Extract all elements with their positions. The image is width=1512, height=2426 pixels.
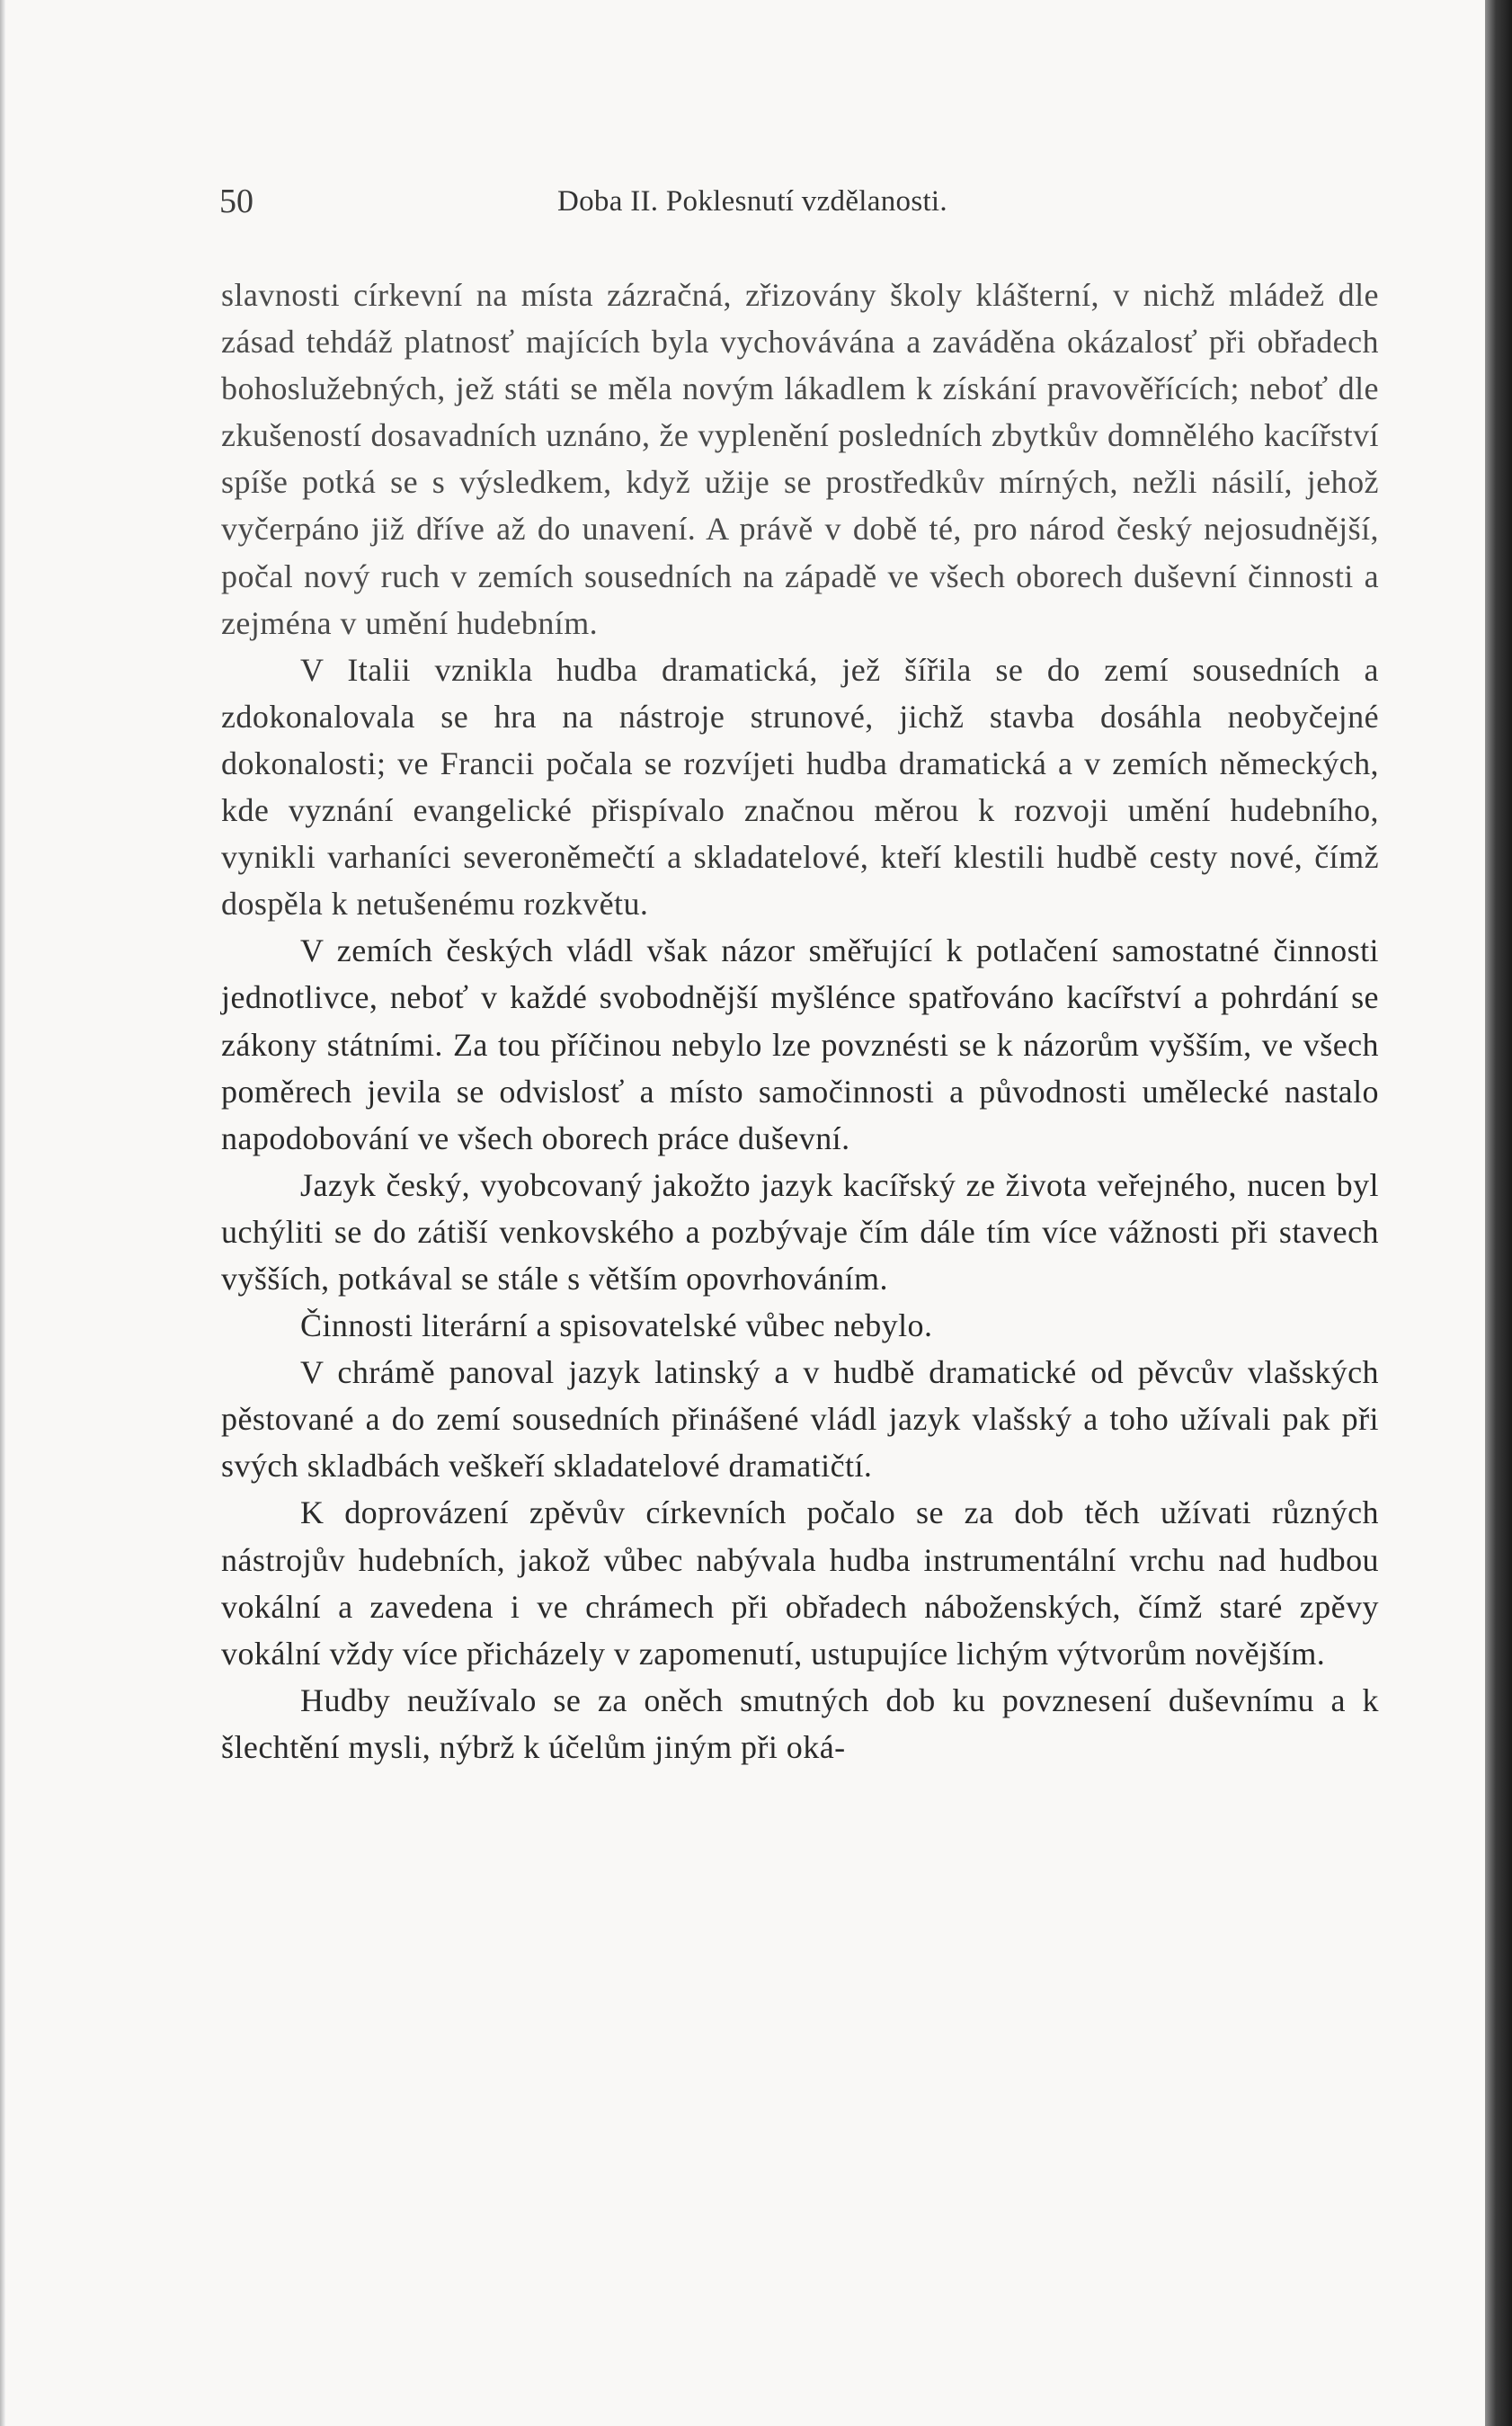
running-head: Doba II. Poklesnutí vzdělanosti. xyxy=(557,185,947,218)
paragraph-2: V Italii vznikla hudba dramatická, jež šířila se do zemí sousedních a zdokonalovala se hra na nástroje strunové, jichž stavba dosáhla neobyčejné dokonalosti; ve Francii počala se rozvíjeti hudba dramatická a v zemích německých, kde vyznání evangelické přispívalo značnou měrou k rozvoji umění hudebního, vynikli varhaníci severoněmečtí a skladatelové, kteří klestili hudbě cesty nové, čímž dospěla k netušenému rozkvětu. xyxy=(221,651,1379,923)
paragraph-4: Jazyk český, vyobcovaný jakožto jazyk kacířský ze života veřejného, nucen byl uchýliti se do zátiší venkovského a pozbývaje čím dále tím více vážnosti při stavech vyšších, potkával se stále s větším opovrhováním. xyxy=(221,1166,1379,1297)
paragraph-7: K doprovázení zpěvův církevních počalo se za dob těch užívati různých nástrojův hudebních, jakož vůbec nabývala hudba instrumentální vrchu nad hudbou vokální a zavedena i ve chrámech při obřadech náboženských, čímž staré zpěvy vokální vždy více přicházely v zapomenutí, ustupujíce lichým výtvorům novějším. xyxy=(221,1494,1379,1672)
body-text xyxy=(221,272,1379,1770)
paragraph-3: V zemích českých vládl však názor směřující k potlačení samostatné činnosti jednotlivce, neboť v každé svobodnější myšlénce spatřováno kacířství a pohrdání se zákony státními. Za tou příčinou nebylo lze povznésti se k názorům vyšším, ve všech poměrech jevila se odvislosť a místo samočinnosti a původnosti umělecké nastalo napodobování ve všech oborech práce duševní. xyxy=(221,932,1379,1156)
paragraph-1: slavnosti církevní na místa zázračná, zřizovány školy klášterní, v nichž mládež dle zásad tehdáž platnosť majících byla vychovávána a zaváděna okázalosť při obřadech bohoslužebných, jež státi se měla novým lákadlem k získání pravověřících; neboť dle zkušeností dosavadních uznáno, že vyplenění posledních zbytkův domnělého kacířství spíše potká se s výsledkem, když užije se prostředkův mírných, nežli násilí, jehož vyčerpáno již dříve až do unavení. A právě v době té, pro národ český nejosudnější, počal nový ruch v zemích sousedních na západě ve všech oborech duševní činnosti a zejména v umění hudebním. xyxy=(221,277,1379,641)
page-header xyxy=(219,176,1361,230)
page-right-edge-shadow xyxy=(1485,0,1512,2426)
paragraph-6: V chrámě panoval jazyk latinský a v hudbě dramatické od pěvcův vlašských pěstované a do zemí sousedních přinášené vládl jazyk vlašský a toho užívali pak při svých skladbách veškeří skladatelové dramatičtí. xyxy=(221,1354,1379,1485)
page-number: 50 xyxy=(219,183,253,220)
paragraph-5: Činnosti literární a spisovatelské vůbec nebylo. xyxy=(300,1307,933,1344)
page-left-edge-shadow xyxy=(0,0,5,2426)
paragraph-8: Hudby neužívalo se za oněch smutných dob ku povznesení duševnímu a k šlechtění mysli, nýbrž k účelům jiným při oká- xyxy=(221,1681,1379,1765)
